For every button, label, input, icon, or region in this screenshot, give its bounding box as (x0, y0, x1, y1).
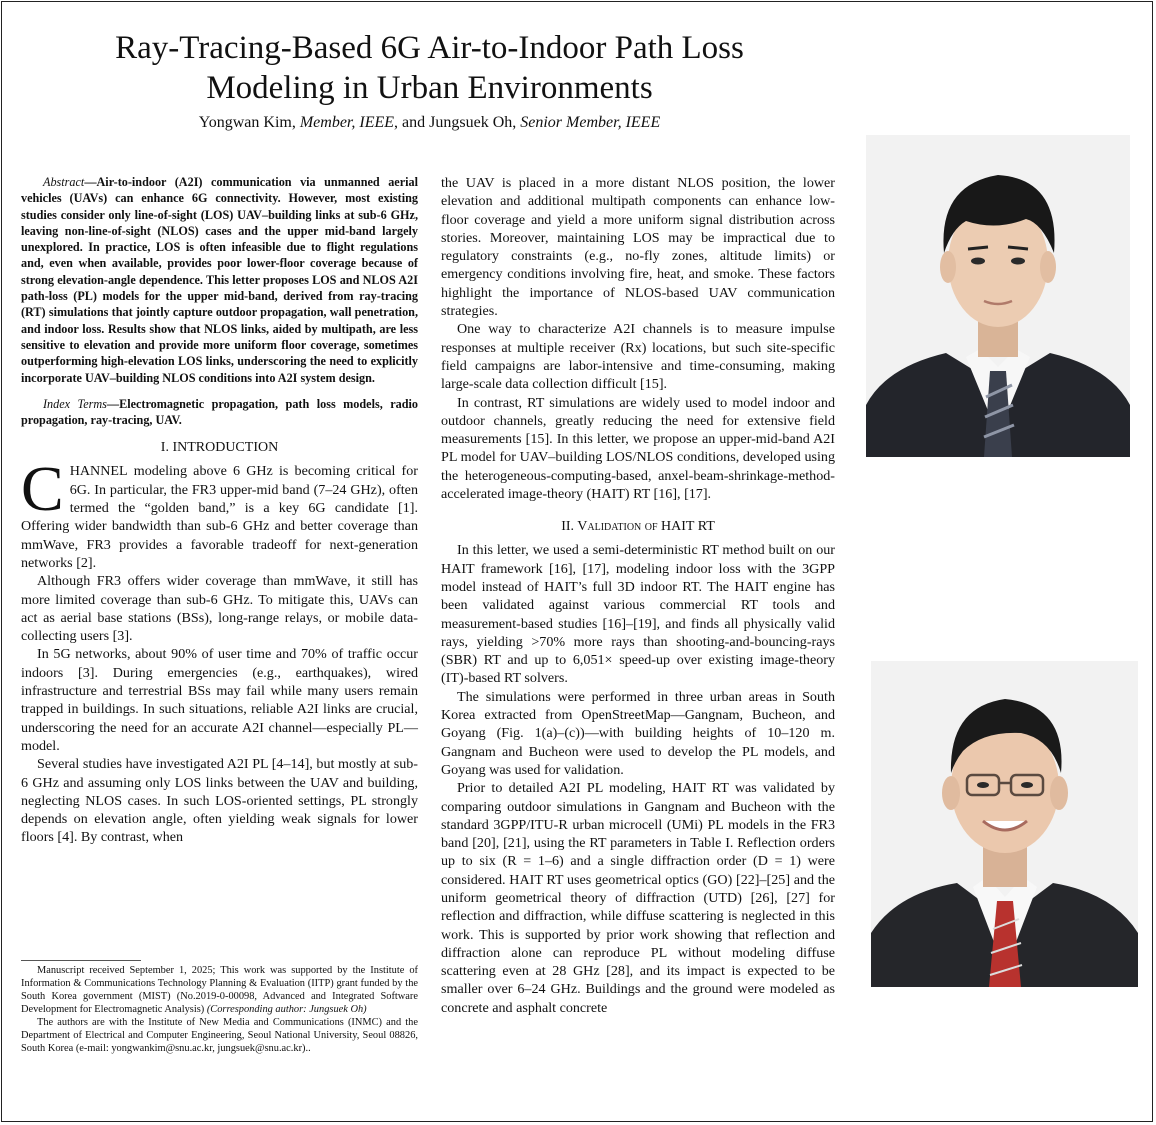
paper-page (1, 1, 1153, 1122)
footnote-manuscript (21, 964, 418, 1016)
abstract-text: —Air-to-indoor (A2I) communication via unmanned aerial vehicles (UAVs) can enhance 6G connectivity. However, most existing studies consider only line-of-sight (LOS) UAV–building links at sub-6 GHz, leaving non-line-of-sight (NLOS) cases and the upper mid-band largely unexplored. In practice, LOS is often infeasible due to flight regulations and, even when available, provides poor lower-floor coverage because of strong elevation-angle dependence. This letter proposes LOS and NLOS A2I path-loss (PL) models for the upper mid-band, derived from ray-tracing (RT) simulations that jointly capture outdoor propagation, wall penetration, and indoor loss. Results show that NLOS links, aided by multipath, are less sensitive to elevation and provide more uniform floor coverage, sometimes outperforming high-elevation LOS links, underscoring the need to explicitly incorporate UAV–building NLOS conditions into A2I system design. (21, 175, 418, 385)
section-heading-introduction: I. INTRODUCTION (160, 440, 279, 456)
index-terms (21, 396, 418, 429)
author-1: Yongwan Kim, (198, 114, 300, 131)
author-2-role: Senior Member, IEEE (520, 114, 661, 131)
intro-paragraph-5: the UAV is placed in a more distant NLOS position, the lower elevation and additional multipath components can enhance low-floor coverage and yield a more uniform signal distribution across stories. Moreover, maintaining LOS may be impractical due to regulatory constraints (e.g., no-fly zones, altitude limits) or emergency conditions involving fire, heat, and smoke. These factors highlight the importance of NLOS-based UAV communication strategies. (441, 175, 835, 320)
index-terms-text: —Electromagnetic propagation, path loss models, radio propagation, ray-tracing, UAV. (21, 396, 418, 428)
intro-paragraph-7: In contrast, RT simulations are widely used to model indoor and outdoor channels, greatly reducing the need for extensive field measurements [15]. In this letter, we propose an upper-mid-band A2I PL model for UAV–building LOS/NLOS conditions, developed using the heterogeneous-computing-based, anxel-beam-shrinkage-method-accelerated image-theory (HAIT) RT [16], [17]. (441, 394, 835, 503)
author-portrait-2-icon (871, 661, 1138, 987)
author-photo-2 (871, 661, 1138, 987)
right-column (441, 174, 835, 1017)
footnote-affiliation: The authors are with the Institute of New Media and Communications (INMC) and the Department of Electrical and Computer Engineering, Seoul National University, Seoul 08826, South Korea (e-mail: yongwankim@snu.ac.kr, jungsuek@snu.ac.kr).. (21, 1017, 418, 1054)
footnotes (21, 964, 418, 1055)
author-photo-1 (866, 135, 1130, 457)
footnote-divider (21, 960, 141, 961)
validation-paragraph-3: Prior to detailed A2I PL modeling, HAIT RT was validated by comparing outdoor simulations in Gangnam and Bucheon with the standard 3GPP/ITU-R urban microcell (UMi) PL models in the FR3 band [20], [21], using the RT parameters in Table I. Reflection orders up to six (R = 1–6) and a single diffraction order (D = 1) were considered. HAIT RT uses geometrical optics (GO) [22]–[25] and the uniform geometrical theory of diffraction (UTD) [26], [27] for reflection and diffraction, while diffuse scattering is neglected in this work. This is supported by prior work showing that reflection and diffraction alone can reproduce PL without modeling diffuse scattering even at 28 GHz [28], and its impact is expected to be smaller over 6–24 GHz. Buildings and the ground were modeled as concrete and asphalt concrete (441, 780, 835, 1016)
left-column (21, 174, 418, 847)
footnote-manuscript-text: Manuscript received September 1, 2025; This work was supported by the Institute of Information & Communications Technology Planning & Evaluation (IITP) grant funded by the South Korea government (MIST) (No.2019-0-00098, Advanced and Integrated Software Development for Electromagnetic Analysis) (21, 965, 418, 1015)
footnote-corresponding-author: (Corresponding author: Jungsuek Oh) (206, 1004, 367, 1015)
author-portrait-1-icon (866, 135, 1130, 457)
section-heading-validation: II. Validation of HAIT RT (561, 519, 715, 535)
intro-paragraph-3: In 5G networks, about 90% of user time and 70% of traffic occur indoors [3]. During emergencies (e.g., earthquakes), wired infrastructure and terrestrial BSs may fail while many users remain trapped in buildings. In such situations, reliable A2I links are crucial, underscoring the need for an accurate A2I channel—especially PL—model. (21, 646, 418, 754)
intro-paragraph-2: Although FR3 offers wider coverage than mmWave, it still has more limited coverage than sub-6 GHz. To mitigate this, UAVs can act as aerial base stations (BSs), long-range relays, or mobile data-collecting users [3]. (21, 573, 418, 645)
author-conjunction: , and Jungsuek Oh, (394, 114, 521, 131)
title-line-2: Modeling in Urban Environments (206, 70, 653, 106)
author-line (2, 114, 857, 132)
validation-paragraph-2: The simulations were performed in three urban areas in South Korea extracted from OpenStreetMap—Gangnam, Bucheon, and Goyang (Fig. 1(a)–(c))—with building heights of 10–120 m. Gangnam and Bucheon were used to develop the PL models, and Goyang was used for validation. (441, 688, 835, 778)
intro-paragraph-4: Several studies have investigated A2I PL [4–14], but mostly at sub-6 GHz and assuming only LOS links between the UAV and building, neglecting NLOS cases. In such LOS-oriented settings, PL strongly depends on elevation angle, often yielding weak signals for lower floors [4]. By contrast, when (21, 756, 418, 846)
intro-paragraph-1-text: modeling above 6 GHz is becoming critical for 6G. In particular, the FR3 upper-mid band (7–24 GHz), often termed the “golden band,” is a key 6G candidate [1]. Offering wider bandwidth than sub-6 GHz and better coverage than mmWave, FR3 provides a favorable tradeoff for next-generation networks [2]. (21, 463, 418, 571)
title-line-1: Ray-Tracing-Based 6G Air-to-Indoor Path Loss (115, 30, 744, 66)
validation-paragraph-1: In this letter, we used a semi-deterministic RT method built on our HAIT framework [16], [17], modeling indoor loss with the 3GPP model instead of HAIT’s full 3D indoor RT. The HAIT engine has been validated against various commercial RT tools and measurement-based studies [16]–[19], and finds all physically valid rays, yielding >70% more rays than shooting-and-bouncing-rays (SBR) RT and up to 6,051× speed-up over existing image-theory (IT)-based RT solvers. (441, 542, 835, 687)
drop-cap: C (21, 453, 64, 525)
intro-paragraph-1 (21, 453, 418, 572)
abstract-lead: Abstract (43, 175, 85, 189)
intro-paragraph-6: One way to characterize A2I channels is to measure impulse responses at multiple receiver (Rx) locations, but such site-specific field campaigns are labor-intensive and time-consuming, making large-scale data collection difficult [15]. (441, 321, 835, 393)
author-1-role: Member, IEEE (299, 114, 395, 131)
abstract (21, 174, 418, 386)
index-terms-lead: Index Terms (43, 396, 107, 411)
paper-title (2, 28, 857, 108)
intro-first-word: HANNEL (69, 463, 128, 480)
